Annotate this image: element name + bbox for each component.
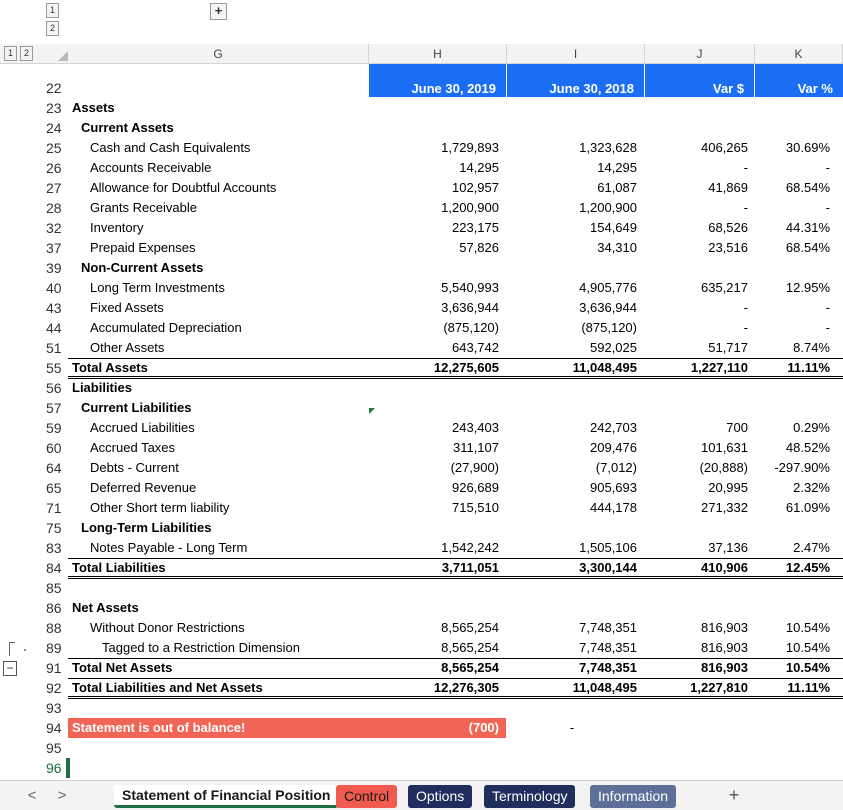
row-header-96[interactable]: 96 (44, 758, 68, 778)
column-level-2-button[interactable]: 2 (46, 21, 59, 36)
total-top-border (68, 358, 843, 359)
row-header-23[interactable]: 23 (46, 100, 62, 116)
row-label-43[interactable]: Fixed Assets (90, 300, 164, 315)
row-label-32[interactable]: Inventory (90, 220, 144, 235)
cell-j-43[interactable]: - (743, 300, 748, 315)
column-header-i[interactable]: I (507, 44, 645, 64)
cell-j-60[interactable]: 101,631 (701, 440, 748, 455)
row-label-55[interactable]: Total Assets (72, 360, 148, 375)
row-label-56[interactable]: Liabilities (72, 380, 132, 395)
row-header-95[interactable]: 95 (46, 740, 62, 756)
cell-h-27[interactable]: 102,957 (452, 180, 499, 195)
row-header-84[interactable]: 84 (46, 560, 62, 576)
cell-i-25[interactable]: 1,323,628 (579, 140, 637, 155)
cell-i-71[interactable]: 444,178 (590, 500, 637, 515)
cell-j-88[interactable]: 816,903 (701, 620, 748, 635)
row-label-75[interactable]: Long-Term Liabilities (81, 520, 212, 535)
cell-j-32[interactable]: 68,526 (708, 220, 748, 235)
row-header-83[interactable]: 83 (46, 540, 62, 556)
cell-h-28[interactable]: 1,200,900 (441, 200, 499, 215)
row-header-44[interactable]: 44 (46, 320, 62, 336)
previous-sheet-icon[interactable]: < (27, 787, 37, 804)
cell-i-32[interactable]: 154,649 (590, 220, 637, 235)
row-level-1-button[interactable]: 1 (4, 46, 17, 61)
row-header-60[interactable]: 60 (46, 440, 62, 456)
tab-terminology[interactable]: Terminology (484, 785, 575, 808)
row-label-24[interactable]: Current Assets (81, 120, 174, 135)
cell-k-88[interactable]: 10.54% (785, 620, 830, 635)
cell-i-89[interactable]: 7,748,351 (579, 640, 637, 655)
row-label-86[interactable]: Net Assets (72, 600, 139, 615)
cell-k-32[interactable]: 44.31% (785, 220, 830, 235)
cell-i-43[interactable]: 3,636,944 (579, 300, 637, 315)
cell-j-92[interactable]: 1,227,810 (690, 680, 748, 695)
cell-h-40[interactable]: 5,540,993 (441, 280, 499, 295)
row-label-51[interactable]: Other Assets (90, 340, 165, 355)
cell-i-55[interactable]: 11,048,495 (572, 360, 637, 375)
row-label-89[interactable]: Tagged to a Restriction Dimension (102, 640, 300, 655)
cell-k-26[interactable]: - (825, 160, 830, 175)
row-label-37[interactable]: Prepaid Expenses (90, 240, 196, 255)
cell-i-28[interactable]: 1,200,900 (579, 200, 637, 215)
total-bottom-border (68, 376, 843, 379)
row-level-2-button[interactable]: 2 (20, 46, 33, 61)
row-header-43[interactable]: 43 (46, 300, 62, 316)
row-header-57[interactable]: 57 (46, 400, 62, 416)
row-label-83[interactable]: Notes Payable - Long Term (90, 540, 248, 555)
cell-j-44[interactable]: - (743, 320, 748, 335)
row-label-94[interactable]: Statement is out of balance! (72, 720, 246, 735)
cell-i-65[interactable]: 905,693 (590, 480, 637, 495)
cell-j-37[interactable]: 23,516 (708, 240, 748, 255)
row-header-88[interactable]: 88 (46, 620, 62, 636)
header-june-2019[interactable]: June 30, 2019 (369, 64, 506, 97)
cell-k-59[interactable]: 0.29% (793, 420, 830, 435)
row-label-57[interactable]: Current Liabilities (81, 400, 192, 415)
sheet-grid[interactable] (68, 64, 843, 780)
row-header-25[interactable]: 25 (46, 140, 62, 156)
row-label-71[interactable]: Other Short term liability (90, 500, 230, 515)
cell-k-92[interactable]: 11.11% (787, 680, 830, 695)
row-header-89[interactable]: 89 (46, 640, 62, 656)
cell-k-83[interactable]: 2.47% (793, 540, 830, 555)
cell-k-37[interactable]: 68.54% (785, 240, 830, 255)
row-label-26[interactable]: Accounts Receivable (90, 160, 212, 175)
cell-j-84[interactable]: 410,906 (701, 560, 748, 575)
cell-i-83[interactable]: 1,505,106 (579, 540, 637, 555)
cell-i-64[interactable]: (7,012) (595, 460, 637, 475)
column-header-row (0, 44, 843, 64)
cell-i-84[interactable]: 3,300,144 (579, 560, 637, 575)
row-label-60[interactable]: Accrued Taxes (90, 440, 176, 455)
cell-k-43[interactable]: - (825, 300, 830, 315)
column-outline-bar (0, 0, 843, 44)
cell-j-26[interactable]: - (743, 160, 748, 175)
group-bracket (9, 642, 15, 656)
expand-group-button[interactable]: + (210, 3, 227, 20)
cell-k-28[interactable]: - (825, 200, 830, 215)
cell-i-88[interactable]: 7,748,351 (579, 620, 637, 635)
select-all-corner[interactable] (58, 51, 68, 61)
row-header-37[interactable]: 37 (46, 240, 62, 256)
cell-h-84[interactable]: 3,711,051 (441, 560, 499, 575)
row-header-39[interactable]: 39 (46, 260, 62, 276)
cell-h-32[interactable]: 223,175 (452, 220, 499, 235)
cell-k-71[interactable]: 61.09% (785, 500, 830, 515)
row-label-88[interactable]: Without Donor Restrictions (90, 620, 245, 635)
cell-i-60[interactable]: 209,476 (590, 440, 637, 455)
cell-j-40[interactable]: 635,217 (701, 280, 748, 295)
cell-h-51[interactable]: 643,742 (452, 340, 499, 355)
row-header-28[interactable]: 28 (46, 200, 62, 216)
column-header-k[interactable]: K (755, 44, 843, 64)
header-var-dollar[interactable]: Var $ (645, 64, 754, 97)
cell-h-60[interactable]: 311,107 (452, 440, 499, 455)
group-dot (24, 649, 26, 651)
cell-h-55[interactable]: 12,275,605 (433, 360, 499, 375)
row-header-92[interactable]: 92 (46, 680, 62, 696)
row-header-71[interactable]: 71 (46, 500, 62, 516)
cell-k-55[interactable]: 11.11% (787, 360, 830, 375)
row-header-55[interactable]: 55 (46, 360, 62, 376)
column-header-h[interactable]: H (369, 44, 507, 64)
cell-j-91[interactable]: 816,903 (701, 660, 748, 675)
sheet-tab-bar (0, 780, 843, 810)
row-header-32[interactable]: 32 (46, 220, 62, 236)
cell-j-89[interactable]: 816,903 (701, 640, 748, 655)
cell-k-65[interactable]: 2.32% (793, 480, 830, 495)
row-header-40[interactable]: 40 (46, 280, 62, 296)
cell-h-88[interactable]: 8,565,254 (441, 620, 499, 635)
total-top-border (68, 678, 843, 679)
cell-i-92[interactable]: 11,048,495 (572, 680, 637, 695)
row-header-86[interactable]: 86 (46, 600, 62, 616)
cell-j-25[interactable]: 406,265 (701, 140, 748, 155)
cell-k-51[interactable]: 8.74% (793, 340, 830, 355)
cell-i-44[interactable]: (875,120) (581, 320, 637, 335)
cell-h-89[interactable]: 8,565,254 (441, 640, 499, 655)
cell-h-65[interactable]: 926,689 (452, 480, 499, 495)
cell-j-51[interactable]: 51,717 (708, 340, 748, 355)
cell-h-94[interactable]: (700) (468, 720, 499, 735)
cell-h-71[interactable]: 715,510 (452, 500, 499, 515)
row-label-39[interactable]: Non-Current Assets (81, 260, 204, 275)
cell-i-91[interactable]: 7,748,351 (579, 660, 637, 675)
row-header-85[interactable]: 85 (46, 580, 62, 596)
row-header-75[interactable]: 75 (46, 520, 62, 536)
cell-k-84[interactable]: 12.45% (785, 560, 830, 575)
row-headers (44, 64, 68, 780)
total-bottom-border (68, 576, 843, 579)
column-level-1-button[interactable]: 1 (46, 3, 59, 18)
column-header-g[interactable]: G (68, 44, 369, 64)
cell-h-43[interactable]: 3,636,944 (441, 300, 499, 315)
cell-j-27[interactable]: 41,869 (708, 180, 748, 195)
next-sheet-icon[interactable]: > (57, 787, 67, 804)
row-header-51[interactable]: 51 (46, 340, 62, 356)
row-label-40[interactable]: Long Term Investments (90, 280, 225, 295)
cell-j-64[interactable]: (20,888) (699, 460, 748, 475)
row-header-93[interactable]: 93 (46, 700, 62, 716)
row-label-28[interactable]: Grants Receivable (90, 200, 197, 215)
column-header-j[interactable]: J (645, 44, 755, 64)
cell-i-37[interactable]: 34,310 (597, 240, 637, 255)
total-bottom-border (68, 696, 843, 699)
row-label-65[interactable]: Deferred Revenue (90, 480, 197, 495)
row-header-91[interactable]: 91 (46, 660, 62, 676)
collapse-group-button[interactable]: − (3, 661, 17, 676)
row-header-27[interactable]: 27 (46, 180, 62, 196)
row-header-64[interactable]: 64 (46, 460, 62, 476)
cell-k-60[interactable]: 48.52% (785, 440, 830, 455)
row-label-92[interactable]: Total Liabilities and Net Assets (72, 680, 263, 695)
cell-h-64[interactable]: (27,900) (450, 460, 499, 475)
cell-h-91[interactable]: 8,565,254 (441, 660, 499, 675)
cell-j-71[interactable]: 271,332 (701, 500, 748, 515)
tab-options[interactable]: Options (408, 785, 472, 808)
subtotal-top-border (68, 658, 843, 659)
header-var-percent[interactable]: Var % (755, 64, 843, 97)
row-label-44[interactable]: Accumulated Depreciation (90, 320, 242, 335)
cell-j-65[interactable]: 20,995 (708, 480, 748, 495)
row-header-24[interactable]: 24 (46, 120, 62, 136)
cell-k-89[interactable]: 10.54% (785, 640, 830, 655)
cell-i-26[interactable]: 14,295 (597, 160, 637, 175)
cell-k-64[interactable]: -297.90% (774, 460, 830, 475)
row-header-94[interactable]: 94 (46, 720, 62, 736)
row-header-26[interactable]: 26 (46, 160, 62, 176)
cell-h-83[interactable]: 1,542,242 (441, 540, 499, 555)
cell-h-59[interactable]: 243,403 (452, 420, 499, 435)
row-label-27[interactable]: Allowance for Doubtful Accounts (90, 180, 277, 195)
row-label-91[interactable]: Total Net Assets (72, 660, 173, 675)
row-header-22[interactable]: 22 (46, 80, 62, 96)
error-indicator-icon[interactable] (369, 408, 375, 414)
cell-i-59[interactable]: 242,703 (590, 420, 637, 435)
cell-i-40[interactable]: 4,905,776 (579, 280, 637, 295)
tab-control[interactable]: Control (336, 785, 397, 808)
add-sheet-icon[interactable]: + (728, 785, 740, 805)
cell-j-59[interactable]: 700 (726, 420, 748, 435)
cell-i-51[interactable]: 592,025 (590, 340, 637, 355)
row-label-25[interactable]: Cash and Cash Equivalents (90, 140, 251, 155)
cell-h-92[interactable]: 12,276,305 (433, 680, 499, 695)
cell-j-55[interactable]: 1,227,110 (690, 360, 748, 375)
total-top-border (68, 558, 843, 559)
cell-k-25[interactable]: 30.69% (785, 140, 830, 155)
cell-k-40[interactable]: 12.95% (785, 280, 830, 295)
row-outline-gutter (0, 64, 44, 780)
cell-k-27[interactable]: 68.54% (785, 180, 830, 195)
cell-h-37[interactable]: 57,826 (459, 240, 499, 255)
row-header-59[interactable]: 59 (46, 420, 62, 436)
header-june-2018[interactable]: June 30, 2018 (507, 64, 644, 97)
row-header-56[interactable]: 56 (46, 380, 62, 396)
cell-h-44[interactable]: (875,120) (443, 320, 499, 335)
cell-i-27[interactable]: 61,087 (597, 180, 637, 195)
tab-statement-of-financial-position[interactable]: Statement of Financial Position (114, 785, 338, 808)
cell-h-26[interactable]: 14,295 (459, 160, 499, 175)
cell-i-94[interactable]: - (569, 720, 575, 735)
row-label-59[interactable]: Accrued Liabilities (90, 420, 195, 435)
row-label-84[interactable]: Total Liabilities (72, 560, 166, 575)
tab-information[interactable]: Information (590, 785, 676, 808)
row-label-23[interactable]: Assets (72, 100, 115, 115)
cell-j-83[interactable]: 37,136 (708, 540, 748, 555)
active-cell-indicator (68, 758, 70, 778)
cell-k-44[interactable]: - (825, 320, 830, 335)
row-header-65[interactable]: 65 (46, 480, 62, 496)
cell-h-25[interactable]: 1,729,893 (441, 140, 499, 155)
row-label-64[interactable]: Debts - Current (90, 460, 179, 475)
cell-j-28[interactable]: - (743, 200, 748, 215)
cell-k-91[interactable]: 10.54% (785, 660, 830, 675)
